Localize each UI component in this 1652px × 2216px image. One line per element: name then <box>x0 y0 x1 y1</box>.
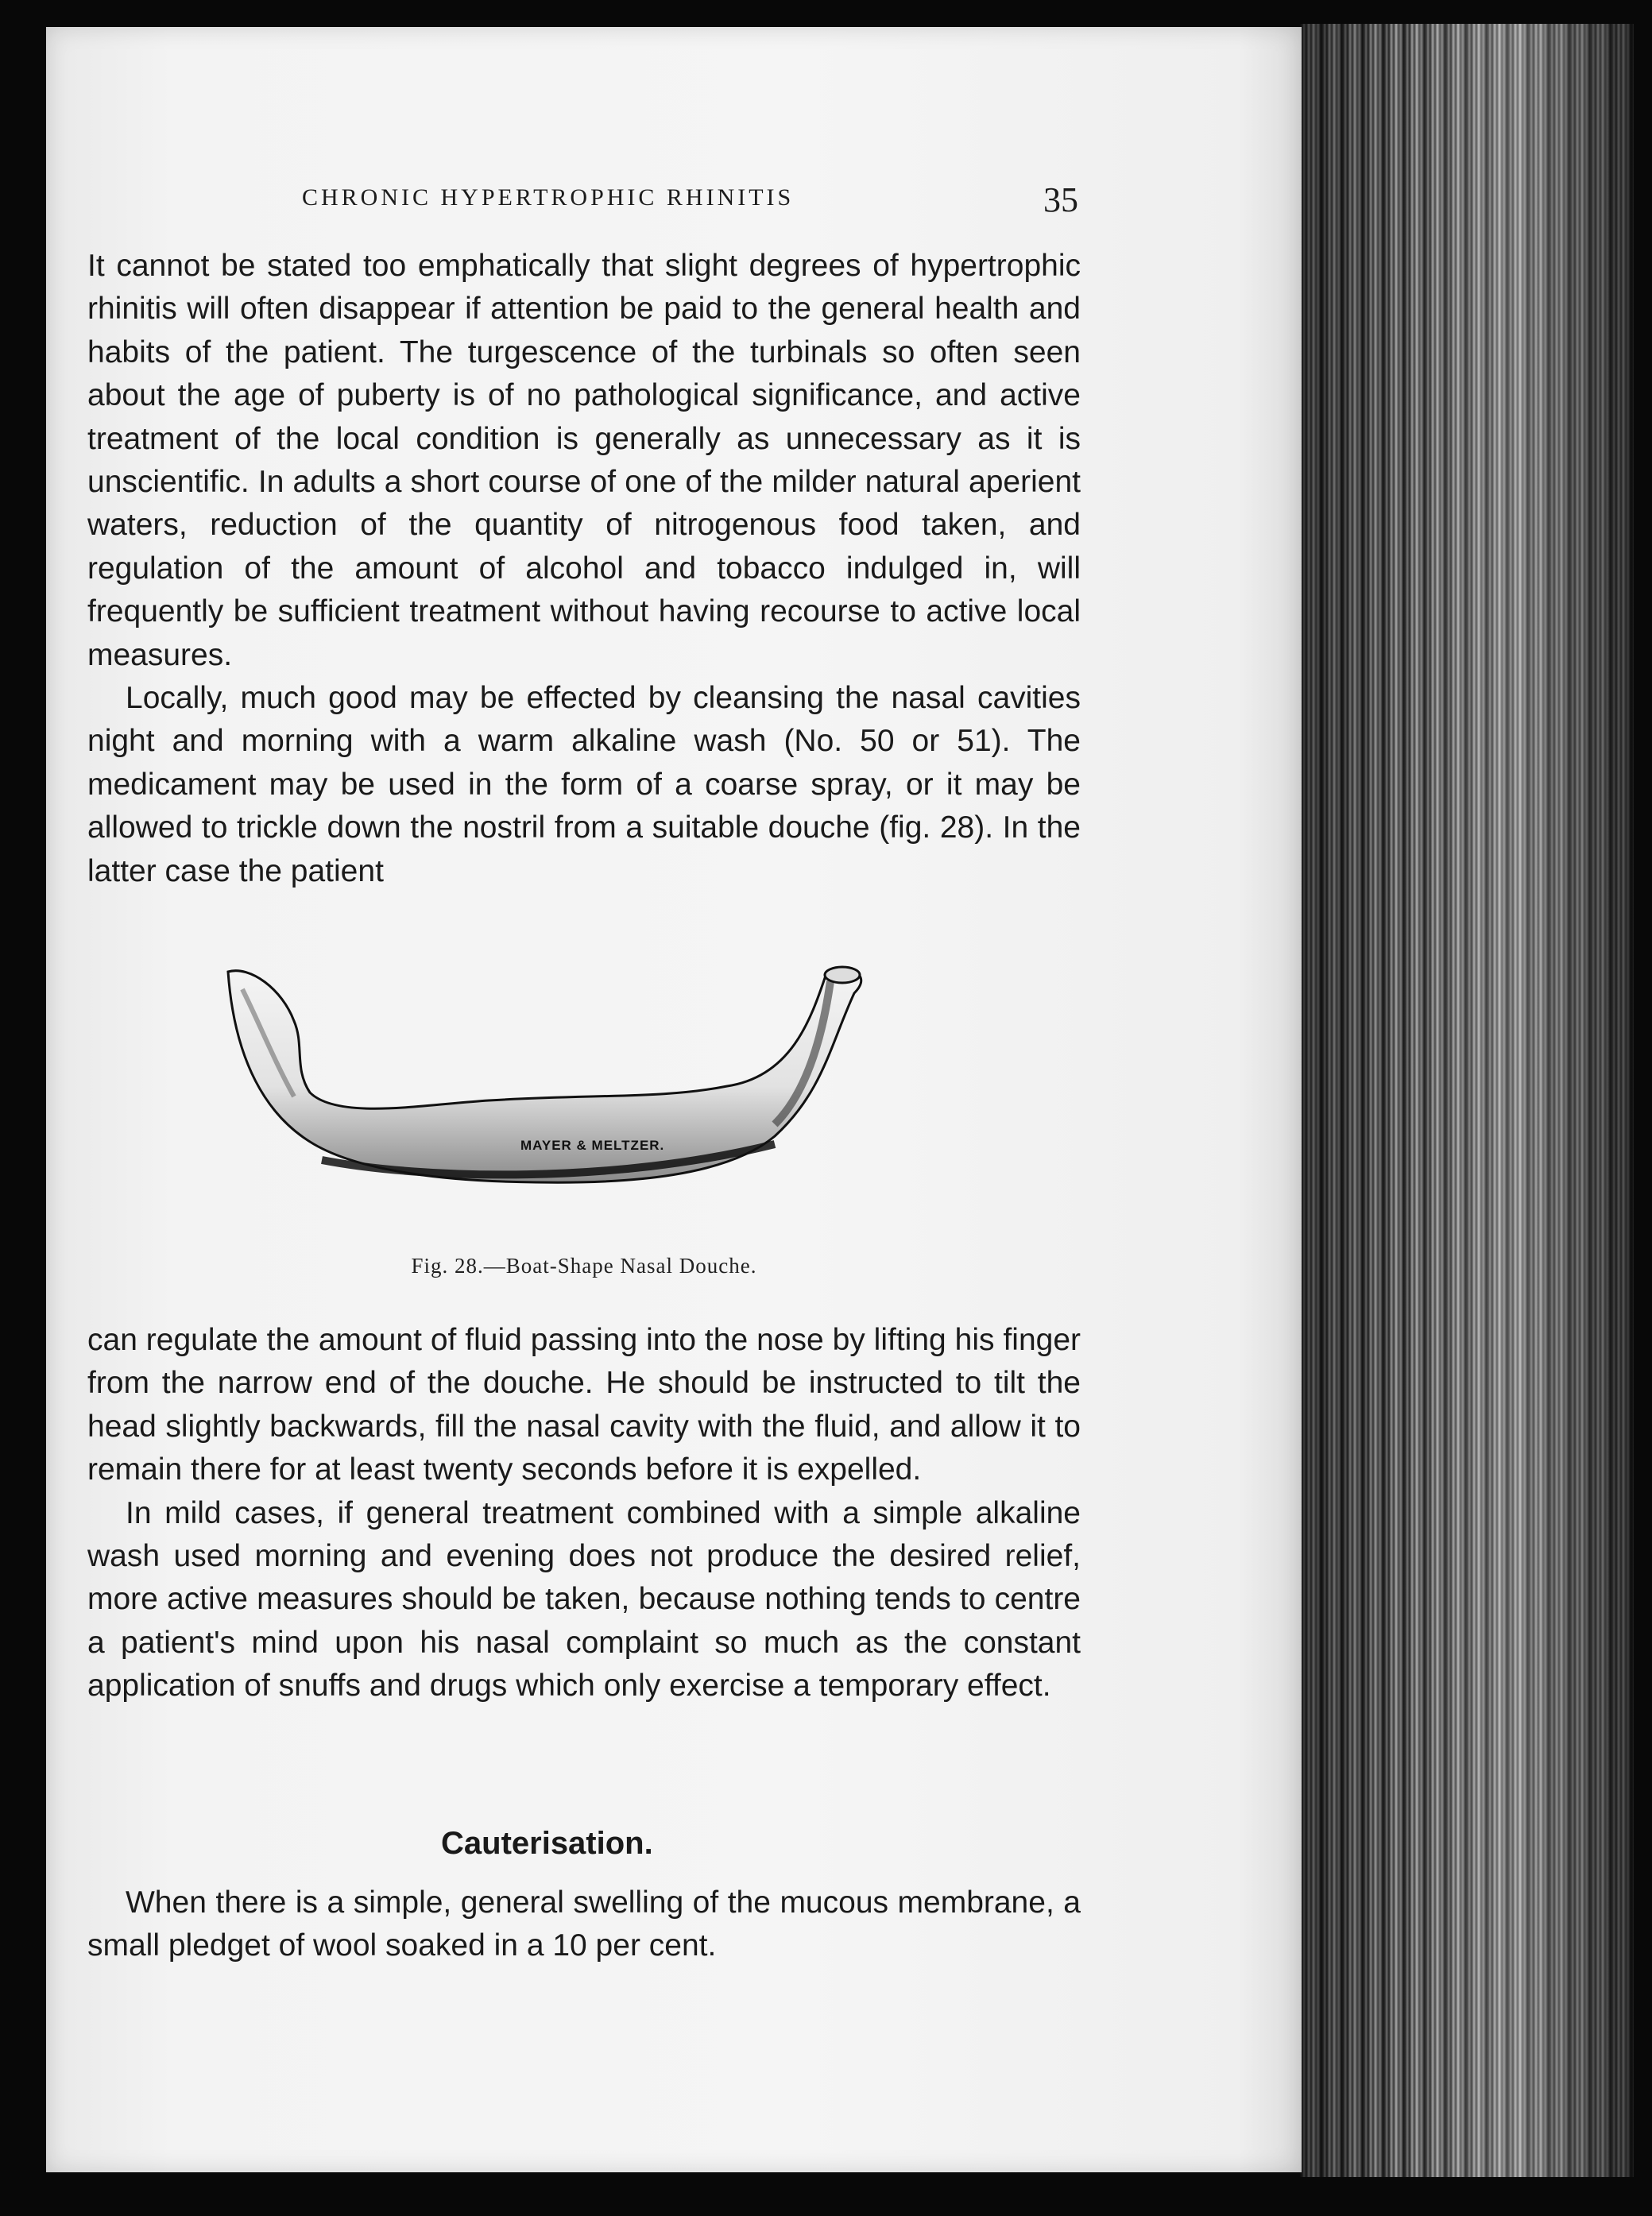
paragraph: In mild cases, if general treatment combined with a simple alkaline wash used morning and evening does not produce the desired relief, more active measures should be taken, because nothing tends to centre a patient's mind upon his nasal complaint so much as the constant application of snuffs and drugs which only exercise a temporary effect. <box>87 1495 1081 1704</box>
figure-caption: Fig. 28.—Boat-Shape Nasal Douche. <box>411 1254 757 1278</box>
running-title: CHRONIC HYPERTROPHIC RHINITIS <box>302 184 795 211</box>
text-block-after-heading <box>87 1881 1081 1968</box>
paragraph: It cannot be stated too emphatically that slight degrees of hypertrophic rhinitis will often disappear if attention be paid to the general health and habits of the patient. The turgescence of the turbinals so often seen about the age of puberty is of no pathological significance, and active treatment of the local condition is generally as unnecessary as it is unscientific. In adults a short course of one of the milder natural aperient waters, reduction of the quantity of nitrogenous food taken, and regulation of the amount of alcohol and tobacco indulged in, will frequently be sufficient treatment without having recourse to active local measures. <box>87 249 1081 672</box>
paragraph: When there is a simple, general swelling of the mucous membrane, a small pledget of wool soaked in a 10 per cent. <box>87 1885 1081 1963</box>
paragraph: can regulate the amount of fluid passing into the nose by lifting his finger from the narrow end of the douche. He should be instructed to tilt the head slightly backwards, fill the nasal cavity with the fluid, and allow it to remain there for at least twenty seconds before it is expelled. <box>87 1323 1081 1487</box>
page-number: 35 <box>1043 180 1078 219</box>
page-edges <box>1300 24 1634 2177</box>
douche-illustration <box>219 957 950 1259</box>
paragraph: Locally, much good may be effected by cleansing the nasal cavities night and morning with a warm alkaline wash (No. 50 or 51). The medicament may be used in the form of a coarse spray, or it may be allowed to trickle down the nostril from a suitable douche (fig. 28). In the latter case the patient <box>87 681 1081 888</box>
maker-mark: MAYER & MELTZER. <box>520 1138 665 1153</box>
text-block-after-figure <box>87 1319 1081 1708</box>
text-block-before-figure <box>87 245 1081 893</box>
section-heading: Cauterisation. <box>441 1826 653 1861</box>
